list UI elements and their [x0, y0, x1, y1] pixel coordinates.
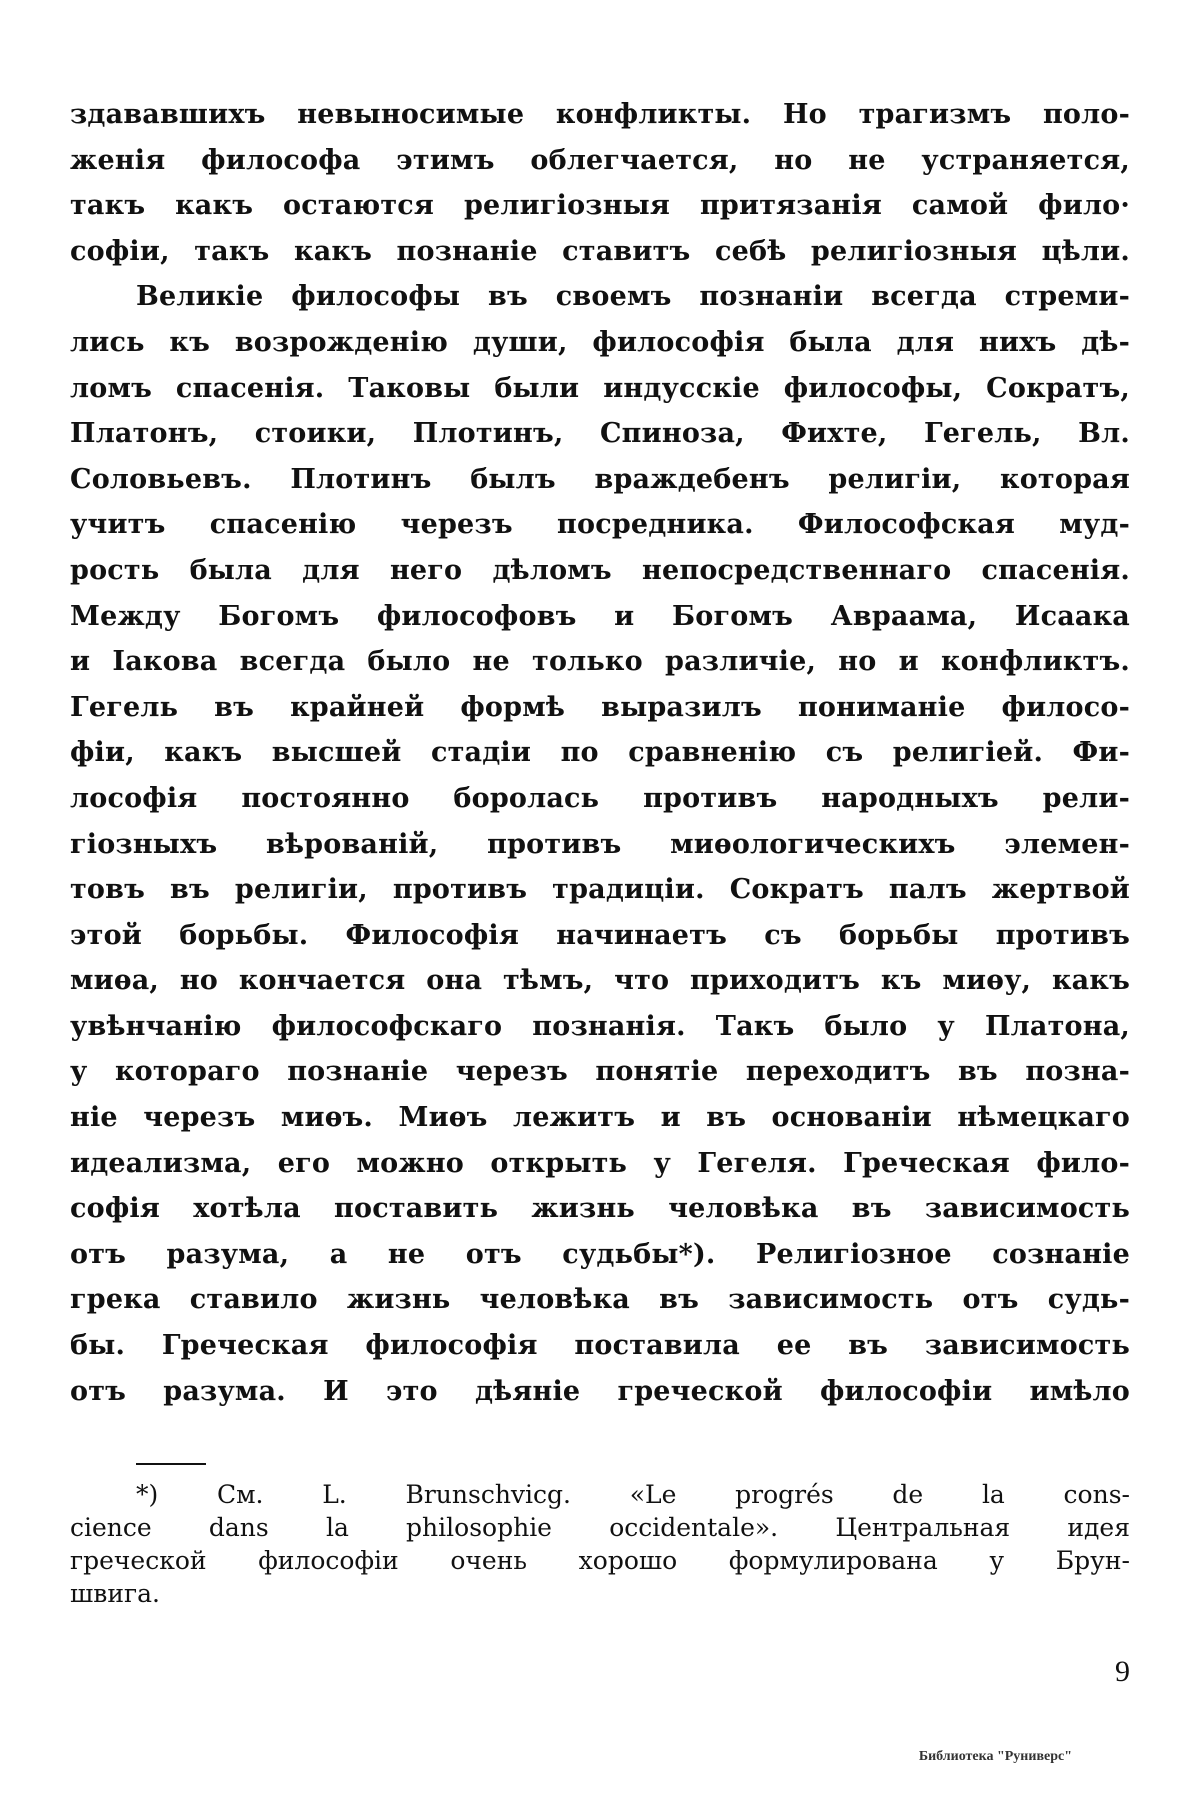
text-line: здававшихъ невыносимые конфликты. Но трагизмъ поло- [70, 99, 1130, 130]
text-line: Между Богомъ философовъ и Богомъ Авраама, Исаака [70, 600, 1130, 632]
text-line: и Іакова всегда было не только различіе, но и конфликтъ. [70, 646, 1130, 678]
library-watermark: Библиотека "Руниверс" [918, 1749, 1072, 1764]
text-line: этой борьбы. Философія начинаетъ съ борьбы противъ [70, 919, 1130, 951]
text-line: женія философа этимъ облегчается, но не устраняется, [70, 144, 1130, 176]
text-line: идеализма, его можно открыть у Гегеля. Греческая фило- [70, 1147, 1130, 1179]
text-line: грека ставило жизнь человѣка въ зависимость отъ судь- [70, 1284, 1130, 1316]
text-line: гіозныхъ вѣрованій, противъ миѳологическихъ элемен- [70, 828, 1130, 860]
text-line: товъ въ религіи, противъ традиціи. Сократъ палъ жертвой [70, 874, 1130, 906]
footnote [70, 1478, 1130, 1610]
text-line: лософія постоянно боролась противъ народныхъ рели- [70, 782, 1130, 814]
footnote-line: греческой философіи очень хорошо формулирована у Брун- [70, 1546, 1130, 1575]
text-line: рость была для него дѣломъ непосредственнаго спасенія. [70, 554, 1130, 586]
text-line: софія хотѣла поставить жизнь человѣка въ зависимость [70, 1193, 1130, 1225]
main-text [70, 92, 1130, 1414]
footnote-divider [136, 1463, 206, 1465]
page-number: 9 [1115, 1655, 1130, 1688]
text-line: Великіе философы въ своемъ познаніи всегда стреми- [136, 281, 1130, 313]
text-line: лись къ возрожденію души, философія была для нихъ дѣ- [70, 326, 1130, 358]
text-line: бы. Греческая философія поставила ее въ зависимость [70, 1330, 1130, 1362]
footnote-line: cience dans la philosophie occidentale». Центральная идея [70, 1513, 1130, 1542]
text-line: софіи, такъ какъ познаніе ставитъ себѣ религіозныя цѣли. [70, 235, 1130, 267]
text-line: отъ разума. И это дѣяніе греческой философіи имѣло [70, 1375, 1130, 1407]
text-line: такъ какъ остаются религіозныя притязанія самой фило· [70, 190, 1130, 222]
text-line: отъ разума, а не отъ судьбы*). Религіозное сознаніе [70, 1238, 1130, 1270]
text-line: увѣнчанію философскаго познанія. Такъ было у Платона, [70, 1010, 1130, 1042]
footnote-line: *) См. L. Brunschvicg. «Le progrés de la cons- [136, 1480, 1130, 1509]
text-line: ніе черезъ миѳъ. Миѳъ лежитъ и въ основаніи нѣмецкаго [70, 1102, 1130, 1134]
text-line: ломъ спасенія. Таковы были индусскіе философы, Сократъ, [70, 372, 1130, 404]
text-line: у котораго познаніе черезъ понятіе переходитъ въ позна- [70, 1056, 1130, 1088]
text-line: миѳа, но кончается она тѣмъ, что приходитъ къ миѳу, какъ [70, 965, 1130, 997]
text-line: Соловьевъ. Плотинъ былъ враждебенъ религіи, которая [70, 463, 1130, 495]
text-line: Гегель въ крайней формѣ выразилъ пониманіе филосо- [70, 691, 1130, 723]
text-line: учитъ спасенію черезъ посредника. Философская муд- [70, 509, 1130, 541]
footnote-line: швига. [70, 1579, 160, 1608]
text-line: фіи, какъ высшей стадіи по сравненію съ религіей. Фи- [70, 737, 1130, 769]
text-line: Платонъ, стоики, Плотинъ, Спиноза, Фихте, Гегель, Вл. [70, 418, 1130, 450]
